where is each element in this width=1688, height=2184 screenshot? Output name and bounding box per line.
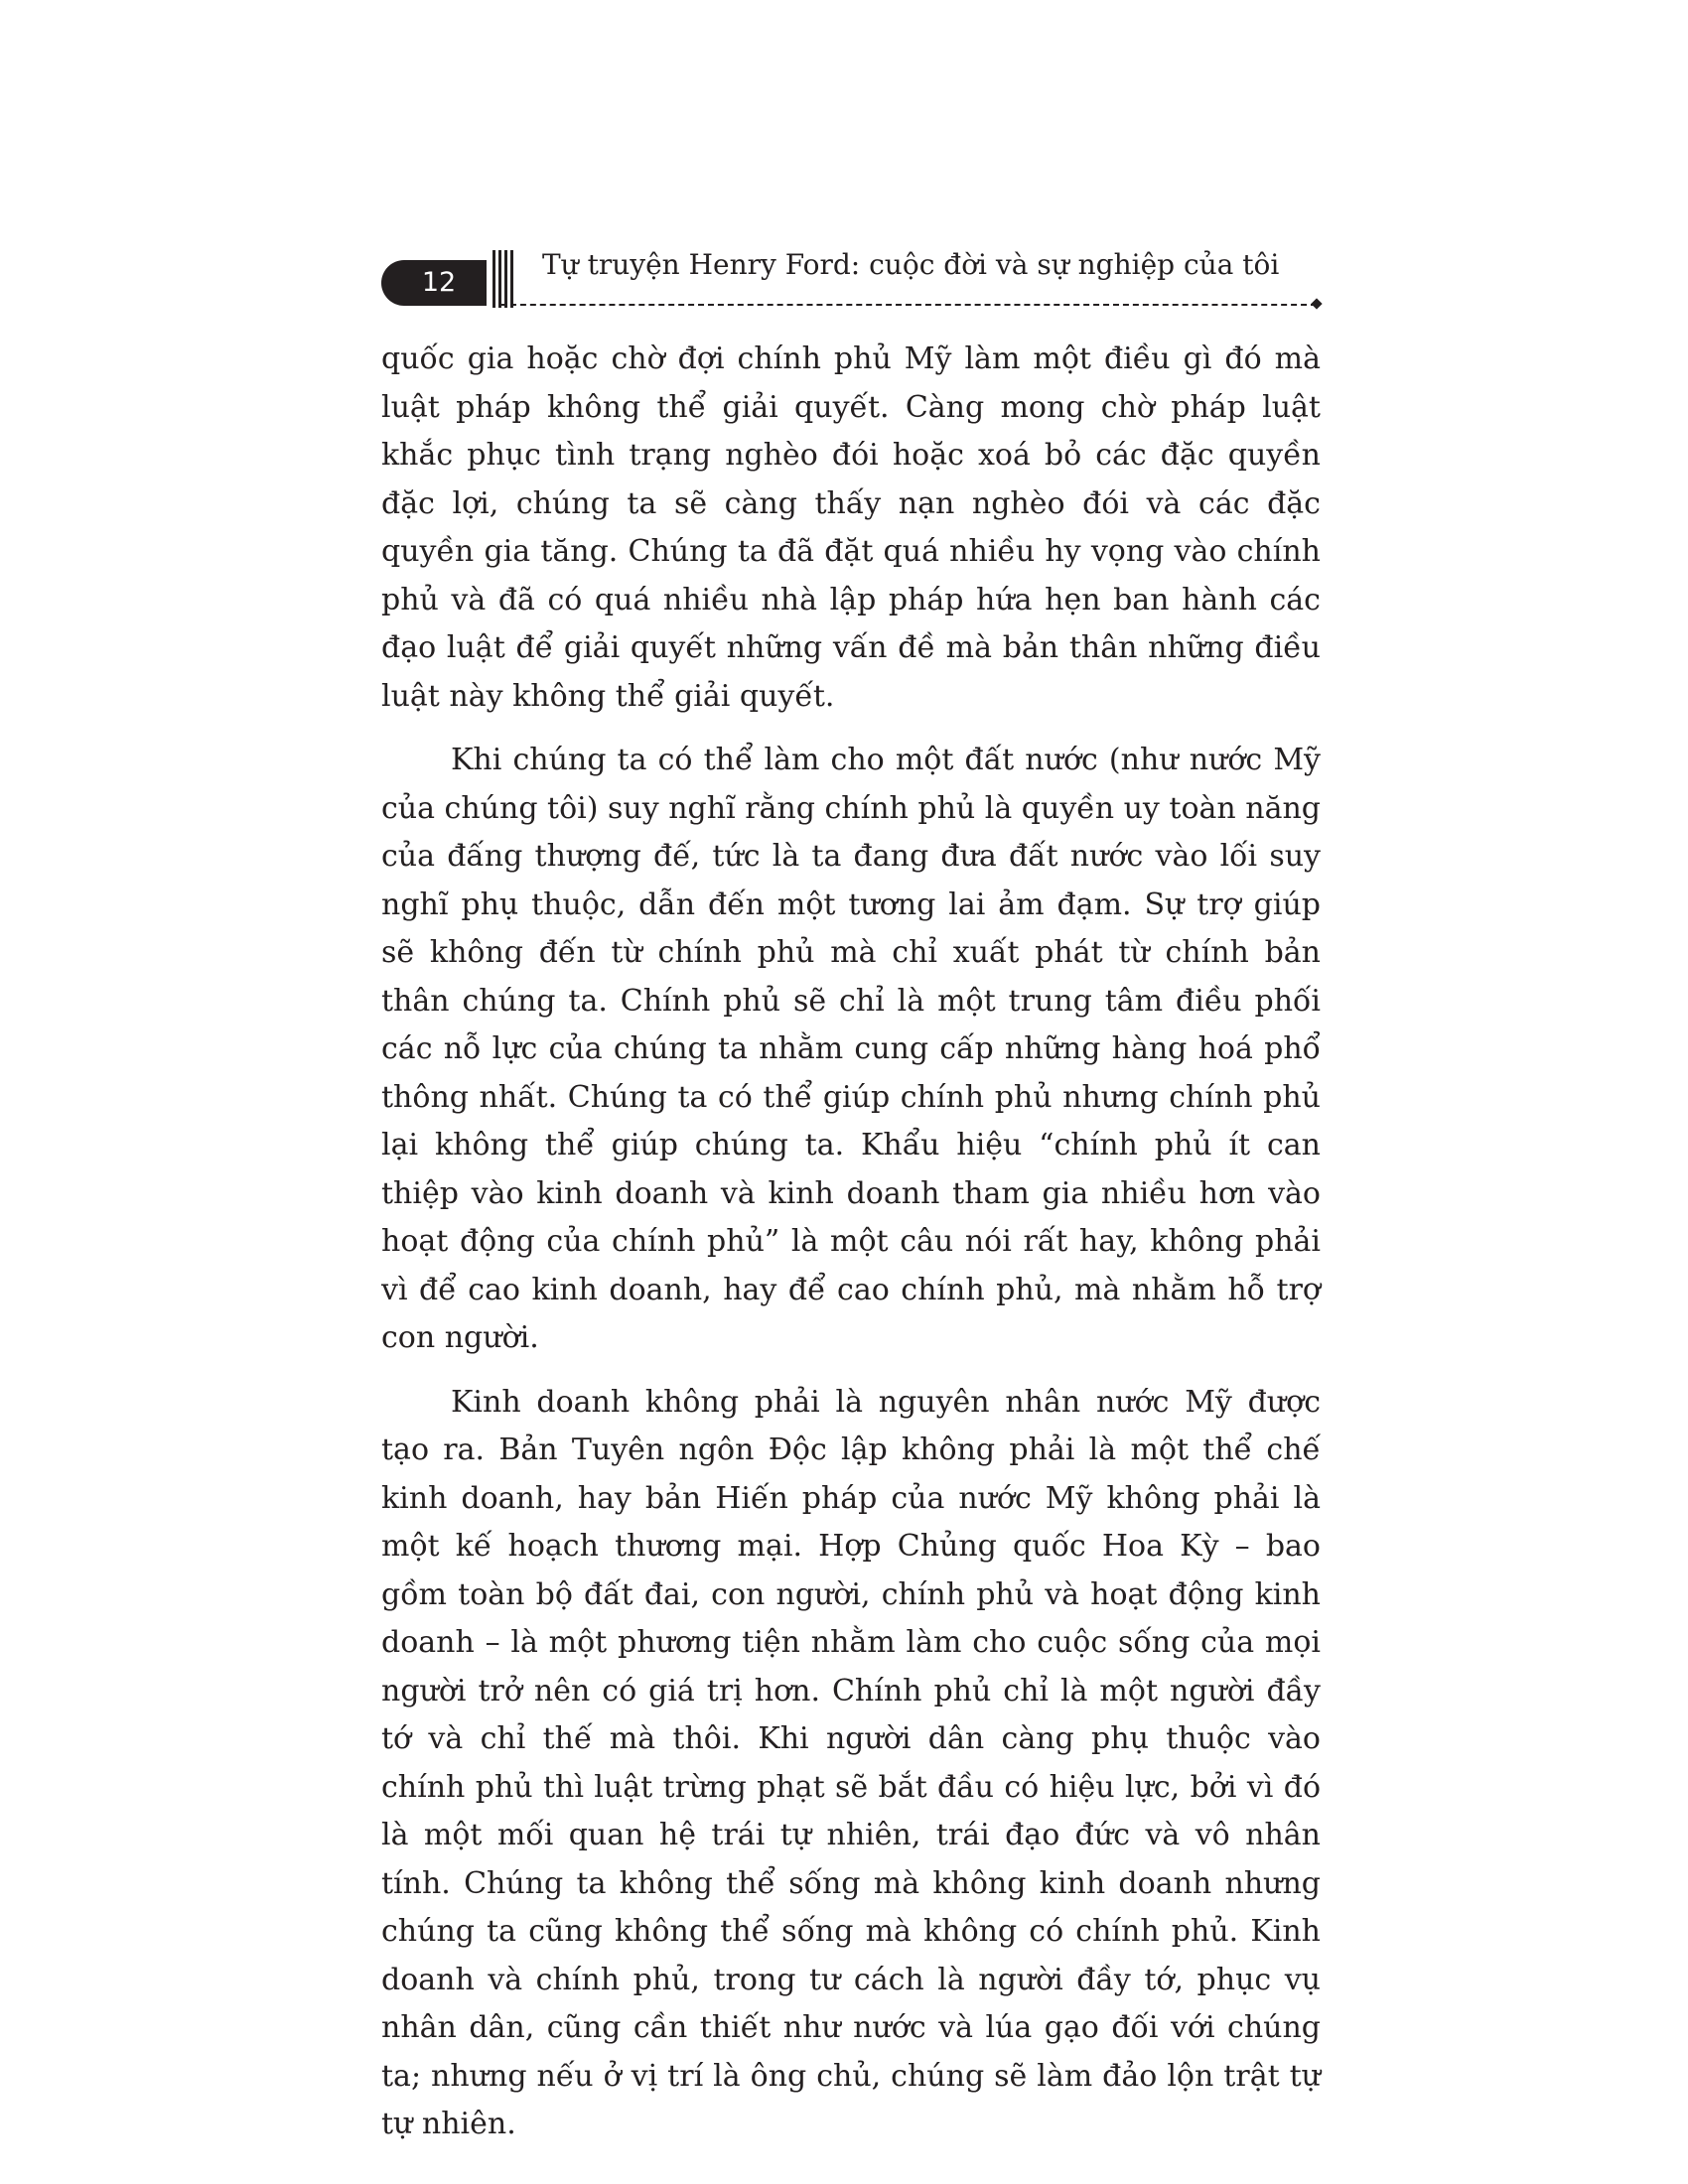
page-number: 12 [381,260,487,306]
page-header [381,248,1321,310]
body-text [381,336,1321,2165]
paragraph-1: quốc gia hoặc chờ đợi chính phủ Mỹ làm một điều gì đó mà luật pháp không thể giải quyết. Càng mong chờ pháp luật khắc phục tình trạng nghèo đói hoặc xoá bỏ các đặc quyền đặc lợi, chúng ta sẽ càng thấy nạn nghèo đói và các đặc quyền gia tăng. Chúng ta đã đặt quá nhiều hy vọng vào chính phủ và đã có quá nhiều nhà lập pháp hứa hẹn ban hành các đạo luật để giải quyết những vấn đề mà bản thân những điều luật này không thể giải quyết. [381,341,1321,714]
header-dotted-rule [500,304,1317,306]
header-rule-end-dot [1311,298,1322,309]
header-decorative-bars [492,250,514,308]
running-title: Tự truyện Henry Ford: cuộc đời và sự nghiệp của tôi [542,248,1280,281]
paragraph-2: Khi chúng ta có thể làm cho một đất nước (như nước Mỹ của chúng tôi) suy nghĩ rằng chính phủ là quyền uy toàn năng của đấng thượng đế, tức là ta đang đưa đất nước vào lối suy nghĩ phụ thuộc, dẫn đến một tương lai ảm đạm. Sự trợ giúp sẽ không đến từ chính phủ mà chỉ xuất phát từ chính bản thân chúng ta. Chính phủ sẽ chỉ là một trung tâm điều phối các nỗ lực của chúng ta nhằm cung cấp những hàng hoá phổ thông nhất. Chúng ta có thể giúp chính phủ nhưng chính phủ lại không thể giúp chúng ta. Khẩu hiệu “chính phủ ít can thiệp vào kinh doanh và kinh doanh tham gia nhiều hơn vào hoạt động của chính phủ” là một câu nói rất hay, không phải vì để cao kinh doanh, hay để cao chính phủ, mà nhằm hỗ trợ con người. [381,743,1321,1355]
paragraph-3: Kinh doanh không phải là nguyên nhân nước Mỹ được tạo ra. Bản Tuyên ngôn Độc lập không phải là một thể chế kinh doanh, hay bản Hiến pháp của nước Mỹ không phải là một kế hoạch thương mại. Hợp Chủng quốc Hoa Kỳ – bao gồm toàn bộ đất đai, con người, chính phủ và hoạt động kinh doanh – là một phương tiện nhằm làm cho cuộc sống của mọi người trở nên có giá trị hơn. Chính phủ chỉ là một người đầy tớ và chỉ thế mà thôi. Khi người dân càng phụ thuộc vào chính phủ thì luật trừng phạt sẽ bắt đầu có hiệu lực, bởi vì đó là một mối quan hệ trái tự nhiên, trái đạo đức và vô nhân tính. Chúng ta không thể sống mà không kinh doanh nhưng chúng ta cũng không thể sống mà không có chính phủ. Kinh doanh và chính phủ, trong tư cách là người đầy tớ, phục vụ nhân dân, cũng cần thiết như nước và lúa gạo đối với chúng ta; nhưng nếu ở vị trí là ông chủ, chúng sẽ làm đảo lộn trật tự tự nhiên. [381,1384,1321,2141]
